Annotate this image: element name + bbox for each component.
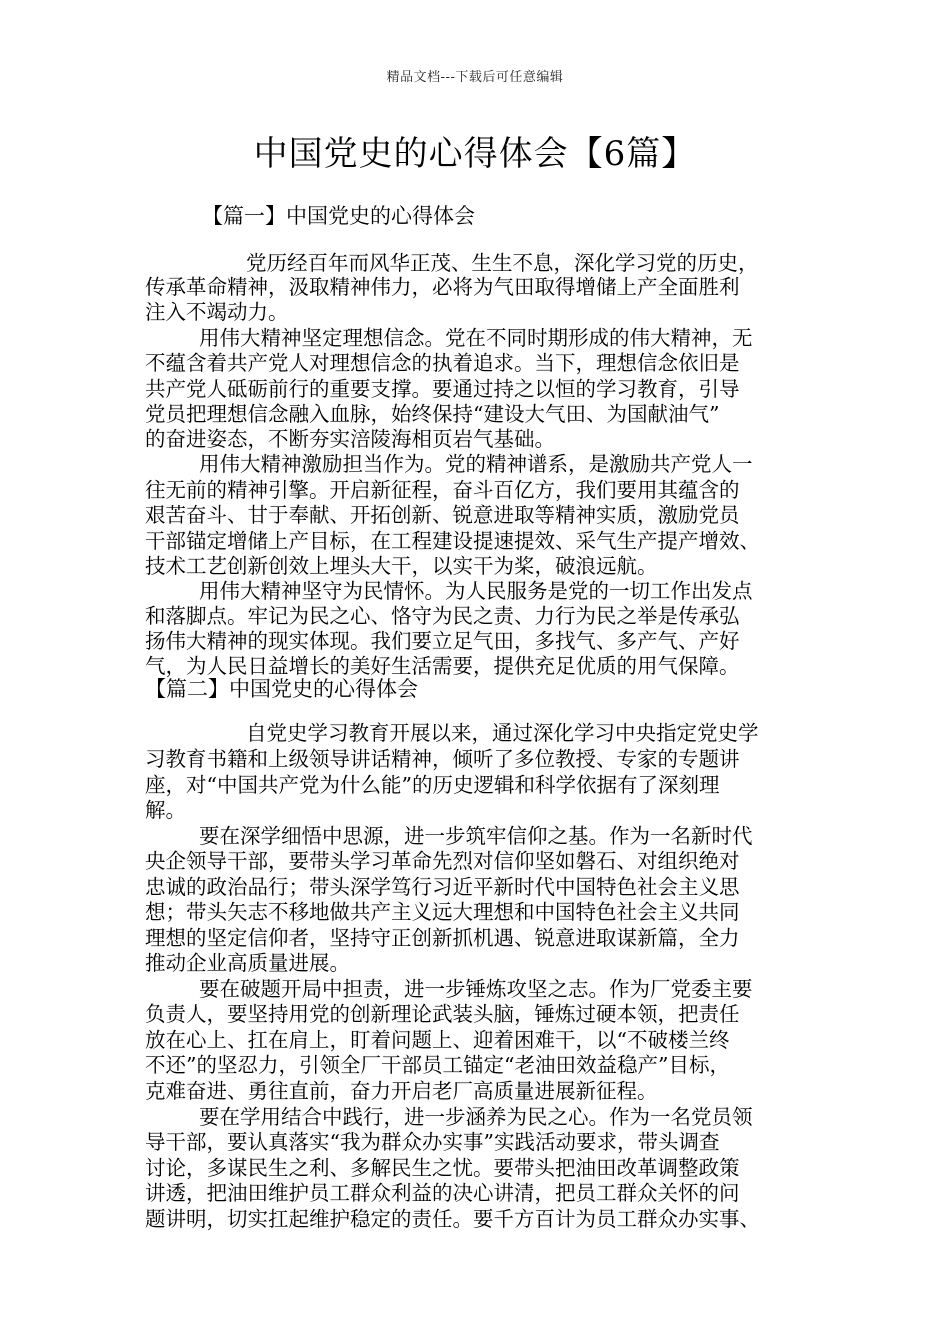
paragraph-line: 技术工艺创新创效上埋头大干，以实干为桨，破浪远航。 (145, 554, 658, 578)
paragraph-line: 和落脚点。牢记为民之心、恪守为民之责、力行为民之举是传承弘 (145, 604, 740, 628)
paragraph-line: 克难奋进、勇往直前，奋力开启老厂高质量进展新征程。 (145, 1079, 658, 1103)
paragraph-line: 推动企业高质量进展。 (145, 951, 350, 975)
paragraph-line: 题讲明，切实扛起维护稳定的责任。要千方百计为员工群众办实事、 (145, 1207, 760, 1231)
paragraph-line: 讨论，多谋民生之利、多解民生之忧。要带头把油田改革调整政策 (145, 1156, 740, 1180)
paragraph-line: 理想的坚定信仰者，坚持守正创新抓机遇、锐意进取谋新篇，全力 (145, 926, 740, 950)
paragraph-line: 气，为人民日益增长的美好生活需要，提供充足优质的用气保障。 (145, 654, 740, 678)
paragraph-line: 央企领导干部，要带头学习革命先烈对信仰坚如磐石、对组织绝对 (145, 849, 740, 873)
paragraph-line: 艰苦奋斗、甘于奉献、开拓创新、锐意进取等精神实质，激励党员 (145, 503, 740, 527)
paragraph-line: 的奋进姿态，不断夯实涪陵海相页岩气基础。 (145, 427, 555, 451)
paragraph-line: 要在破题开局中担责，进一步锤炼攻坚之志。作为厂党委主要 (199, 977, 753, 1001)
section-1-heading: 【篇一】中国党史的心得体会 (202, 204, 475, 228)
paragraph-line: 座，对“中国共产党为什么能”的历史逻辑和科学依据有了深刻理 (145, 773, 720, 797)
paragraph-line: 要在学用结合中践行，进一步涵养为民之心。作为一名党员领 (199, 1105, 753, 1129)
paragraph-line: 注入不竭动力。 (145, 300, 289, 324)
paragraph-line: 党员把理想信念融入血脉，始终保持“建设大气田、为国献油气” (145, 402, 720, 426)
paragraph-line: 党历经百年而风华正茂、生生不息，深化学习党的历史， (246, 251, 759, 275)
paragraph-line: 放在心上、扛在肩上，盯着问题上、迎着困难干，以“不破楼兰终 (145, 1028, 730, 1052)
paragraph-line: 用伟大精神激励担当作为。党的精神谱系，是激励共产党人一 (199, 452, 753, 476)
paragraph-line: 扬伟大精神的现实体现。我们要立足气田，多找气、多产气、产好 (145, 629, 740, 653)
paragraph-line: 用伟大精神坚定理想信念。党在不同时期形成的伟大精神，无 (199, 326, 753, 350)
paragraph-line: 干部锚定增储上产目标，在工程建设提速提效、采气生产提产增效、 (145, 529, 760, 553)
paragraph-line: 往无前的精神引擎。开启新征程，奋斗百亿方，我们要用其蕴含的 (145, 478, 740, 502)
paragraph-line: 不蕴含着共产党人对理想信念的执着追求。当下，理想信念依旧是 (145, 351, 740, 375)
paragraph-line: 想；带头矢志不移地做共产主义远大理想和中国特色社会主义共同 (145, 900, 740, 924)
paragraph-line: 自党史学习教育开展以来，通过深化学习中央指定党史学 (246, 721, 759, 745)
document-title: 中国党史的心得体会【6篇】 (253, 134, 697, 174)
page-header: 精品文档---下载后可任意编辑 (386, 70, 564, 85)
paragraph-line: 负责人，要坚持用党的创新理论武装头脑，锤炼过硬本领，把责任 (145, 1002, 740, 1026)
paragraph-line: 不还”的坚忍力，引领全厂干部员工锚定“老油田效益稳产”目标， (145, 1053, 730, 1077)
paragraph-line: 要在深学细悟中思源，进一步筑牢信仰之基。作为一名新时代 (199, 824, 753, 848)
paragraph-line: 导干部，要认真落实“我为群众办实事”实践活动要求，带头调查 (145, 1130, 720, 1154)
paragraph-line: 习教育书籍和上级领导讲话精神，倾听了多位教授、专家的专题讲 (145, 747, 740, 771)
paragraph-line: 用伟大精神坚守为民情怀。为人民服务是党的一切工作出发点 (199, 579, 753, 603)
paragraph-line: 忠诚的政治品行；带头深学笃行习近平新时代中国特色社会主义思 (145, 875, 740, 899)
paragraph-line: 解。 (145, 798, 186, 822)
paragraph-line: 共产党人砥砺前行的重要支撑。要通过持之以恒的学习教育，引导 (145, 377, 740, 401)
section-2-heading: 【篇二】中国党史的心得体会 (145, 677, 418, 701)
paragraph-line: 讲透，把油田维护员工群众利益的决心讲清，把员工群众关怀的问 (145, 1181, 740, 1205)
paragraph-line: 传承革命精神，汲取精神伟力，必将为气田取得增储上产全面胜利 (145, 275, 740, 299)
